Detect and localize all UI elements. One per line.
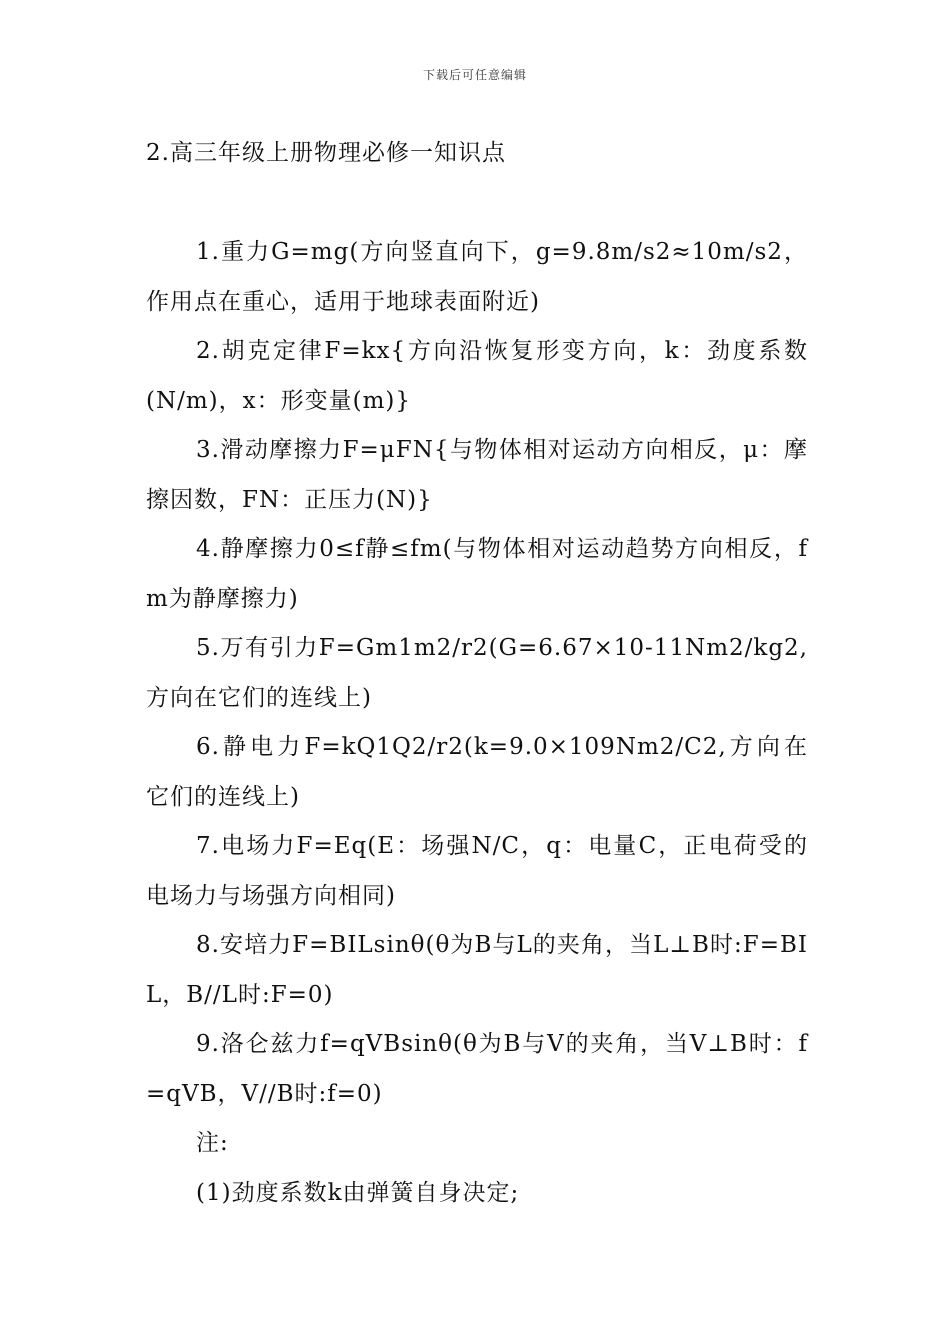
document-title: 2.高三年级上册物理必修一知识点 — [146, 140, 506, 166]
paragraph-ampere-force: 8.安培力F=BILsinθ(θ为B与L的夹角，当L⊥B时:F=BIL，B//L时:F=0) — [146, 932, 808, 1008]
paragraph-lorentz-force: 9.洛仑兹力f=qVBsinθ(θ为B与V的夹角，当V⊥B时：f=qVB，V//B时:f=0) — [146, 1031, 808, 1107]
paragraph-note-label: 注: — [196, 1130, 229, 1156]
paragraph-electrostatic-force: 6.静电力F=kQ1Q2/r2(k=9.0×109Nm2/C2,方向在它们的连线上) — [146, 734, 808, 810]
paragraph-gravitation: 5.万有引力F=Gm1m2/r2(G=6.67×10-11Nm2/kg2,方向在它们的连线上) — [146, 635, 808, 711]
paragraph-hookes-law: 2.胡克定律F=kx{方向沿恢复形变方向，k：劲度系数(N/m)，x：形变量(m)} — [146, 338, 808, 414]
paragraph-electric-field-force: 7.电场力F=Eq(E：场强N/C，q：电量C，正电荷受的电场力与场强方向相同) — [146, 833, 808, 909]
paragraph-sliding-friction: 3.滑动摩擦力F=μFN{与物体相对运动方向相反，μ：摩擦因数，FN：正压力(N)} — [146, 437, 808, 513]
header-note: 下载后可任意编辑 — [422, 68, 527, 82]
paragraph-note-1: (1)劲度系数k由弹簧自身决定; — [196, 1179, 520, 1206]
paragraph-static-friction: 4.静摩擦力0≤f静≤fm(与物体相对运动趋势方向相反，fm为静摩擦力) — [146, 536, 808, 612]
document-body — [146, 228, 808, 1218]
paragraph-gravity: 1.重力G=mg(方向竖直向下，g=9.8m/s2≈10m/s2，作用点在重心，适用于地球表面附近) — [146, 239, 808, 315]
